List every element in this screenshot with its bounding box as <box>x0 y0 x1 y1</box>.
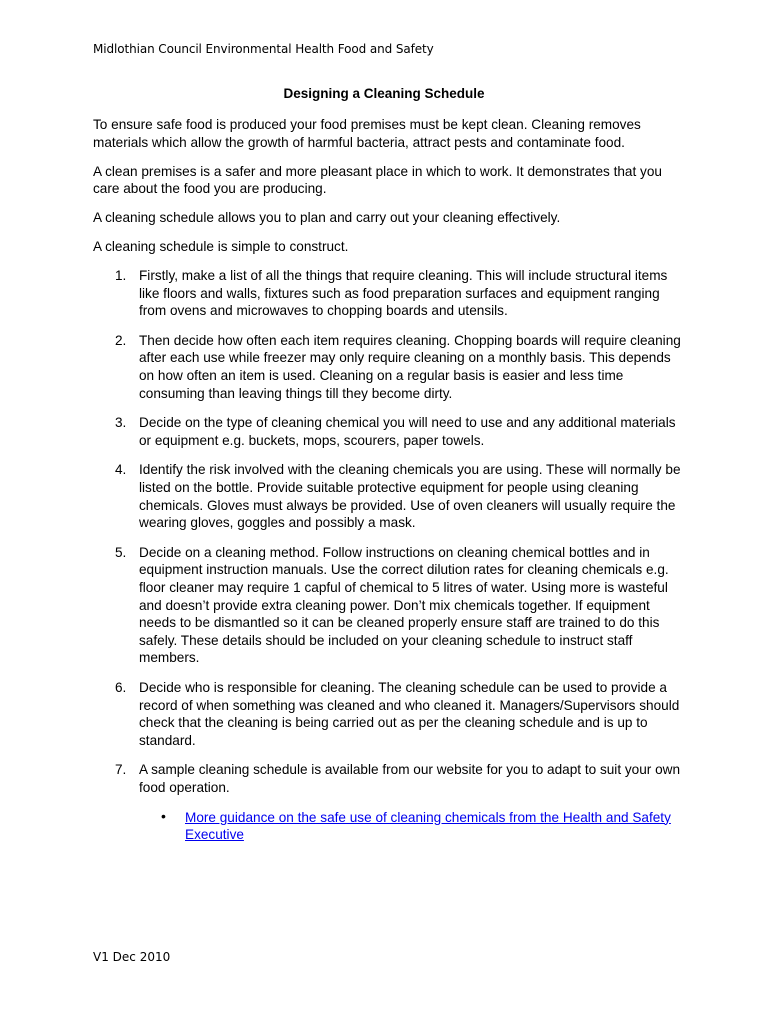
hse-guidance-link[interactable]: More guidance on the safe use of cleaning chemicals from the Health and Safety Executive <box>185 809 671 843</box>
step-text: Decide on a cleaning method. Follow instructions on cleaning chemical bottles and in equipment instruction manuals. Use the correct dilution rates for cleaning chemicals e.g. floor cleaner may require 1 capful of chemical to 5 litres of water. Using more is wasteful and doesn’t provide extra cleaning power. Don’t mix chemicals together. If equipment needs to be dismantled so it can be cleaned properly ensure staff are trained to do this safely. These details should be included on your cleaning schedule to instruct staff members. <box>139 544 669 666</box>
step-item <box>93 332 683 402</box>
document-title: Designing a Cleaning Schedule <box>283 86 485 101</box>
step-item <box>93 461 683 531</box>
step-number: 6. <box>115 679 127 695</box>
step-number: 2. <box>115 332 127 348</box>
bullet-icon: • <box>161 807 166 824</box>
step-item <box>93 544 683 667</box>
document-body <box>93 116 683 844</box>
step-text: Firstly, make a list of all the things that require cleaning. This will include structural items like floors and walls, fixtures such as food preparation surfaces and equipment ranging from ovens and microwaves to chopping boards and utensils. <box>139 268 668 319</box>
intro-paragraph: A cleaning schedule is simple to construct. <box>93 239 349 255</box>
intro-paragraph: To ensure safe food is produced your food premises must be kept clean. Cleaning removes materials which allow the growth of harmful bacteria, attract pests and contaminate food. <box>93 117 641 150</box>
step-number: 5. <box>115 544 127 560</box>
links-list <box>93 809 683 844</box>
step-number: 7. <box>115 762 127 778</box>
step-text: Identify the risk involved with the cleaning chemicals you are using. These will normally be listed on the bottle. Provide suitable protective equipment for people using cleaning chemicals. Gloves must always be provided. Use of oven cleaners will usually require the wearing gloves, goggles and possibly a mask. <box>139 462 681 531</box>
step-text: A sample cleaning schedule is available from our website for you to adapt to suit your own food operation. <box>139 762 681 795</box>
step-text: Decide who is responsible for cleaning. The cleaning schedule can be used to provide a record of when something was cleaned and who cleaned it. Managers/Supervisors should check that the cleaning is being carried out as per the cleaning schedule and is up to standard. <box>139 679 680 748</box>
step-number: 1. <box>115 268 127 284</box>
intro-paragraph: A cleaning schedule allows you to plan and carry out your cleaning effectively. <box>93 210 561 226</box>
step-text: Then decide how often each item requires cleaning. Chopping boards will require cleaning after each use while freezer may only require cleaning on a monthly basis. This depends on how often an item is used. Cleaning on a regular basis is easier and less time consuming than leaving things till they become dirty. <box>139 332 681 401</box>
step-item <box>93 414 683 449</box>
step-number: 4. <box>115 462 127 478</box>
step-item <box>93 679 683 749</box>
step-number: 3. <box>115 415 127 431</box>
step-item <box>93 761 683 796</box>
step-text: Decide on the type of cleaning chemical you will need to use and any additional materials or equipment e.g. buckets, mops, scourers, paper towels. <box>139 415 676 448</box>
step-item <box>93 267 683 320</box>
steps-list <box>93 267 683 796</box>
link-item <box>93 809 683 844</box>
intro-paragraph: A clean premises is a safer and more pleasant place in which to work. It demonstrates that you care about the food you are producing. <box>93 163 662 197</box>
page-footer: V1 Dec 2010 <box>93 950 171 964</box>
page-header: Midlothian Council Environmental Health Food and Safety <box>93 42 434 56</box>
